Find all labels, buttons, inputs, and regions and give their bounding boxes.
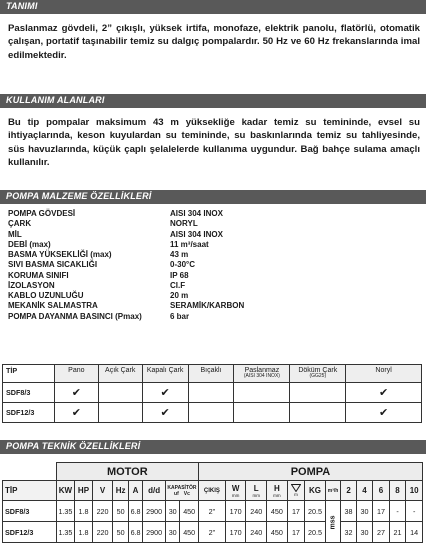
w-cell: 170 <box>225 501 246 522</box>
h-cell: 450 <box>267 522 288 543</box>
section-header-tanimi <box>0 0 426 14</box>
group-header-row <box>3 463 423 481</box>
mss-label: mss <box>329 515 337 530</box>
spec-row <box>8 260 268 270</box>
hp-cell: 1.8 <box>75 501 93 522</box>
noryl-cell <box>346 383 422 403</box>
section-header-malzeme <box>0 190 426 204</box>
pompa-group: POMPA <box>198 463 422 481</box>
tip-header: TİP <box>3 365 55 383</box>
kapali-cell <box>142 383 188 403</box>
spec-key: MEKANİK SALMASTRA <box>8 301 98 311</box>
unit-mm: mm <box>231 492 240 498</box>
flow-8-cell: 21 <box>389 522 406 543</box>
cikis-col: ÇIKIŞ <box>198 481 225 501</box>
kg-cell: 20.5 <box>305 501 326 522</box>
spec-value: 0-30°C <box>170 260 195 270</box>
feature-table <box>2 364 422 423</box>
spec-key: DEBİ (max) <box>8 239 51 249</box>
bicakli-cell <box>188 403 234 423</box>
paslanmaz-sub: (AISI 304 INOX) <box>243 373 280 379</box>
tip-col: TİP <box>3 481 57 501</box>
l-cell: 240 <box>246 522 267 543</box>
dokum-sub: (GG25) <box>309 373 327 379</box>
uf-label: uf <box>174 490 179 497</box>
row-tip: SDF12/3 <box>3 403 55 423</box>
hz-col: Hz <box>113 481 128 501</box>
acik-cell <box>98 383 142 403</box>
tanimi-text: Paslanmaz gövdeli, 2” çıkışlı, yüksek irtifa, monofaze, elektrik panolu, flatörlü, otomatik çalışan, portatif taşınabilir temiz su dalgıç pompalardır. 50 Hz ve 60 Hz frekanslarında imal edilmektedir. <box>8 23 420 61</box>
spec-key: MİL <box>8 229 22 239</box>
w-label: W <box>231 483 240 493</box>
flow-4-cell: 30 <box>356 501 373 522</box>
dokum-label: Döküm Çark <box>298 367 338 374</box>
blank-cell <box>3 463 57 481</box>
kg-cell: 20.5 <box>305 522 326 543</box>
kw-cell: 1.35 <box>56 501 75 522</box>
paslanmaz-label: Paslanmaz <box>244 367 280 374</box>
spec-row <box>8 312 268 322</box>
l-cell: 240 <box>246 501 267 522</box>
flow-10-col: 10 <box>406 481 423 501</box>
mss-cell <box>325 501 340 543</box>
spec-key: BASMA YÜKSEKLİĞİ (max) <box>8 250 112 259</box>
kw-col: KW <box>56 481 75 501</box>
spec-key: İZOLASYON <box>8 280 55 290</box>
spec-key: SIVI BASMA SICAKLIĞI <box>8 260 98 270</box>
spec-key: POMPA GÖVDESİ <box>8 209 76 218</box>
pano-cell <box>54 403 98 423</box>
unit-mm: mm <box>273 492 281 498</box>
dokum-cell <box>290 403 346 423</box>
bicakli-cell <box>188 383 234 403</box>
kapasitor-col <box>165 481 198 501</box>
flow-2-cell: 38 <box>341 501 356 522</box>
spec-value: IP 68 <box>170 270 189 280</box>
hp-cell: 1.8 <box>75 522 93 543</box>
triangle-cell: 17 <box>287 522 305 543</box>
unit-mm: mm <box>252 492 260 498</box>
paslanmaz-cell <box>234 383 290 403</box>
vc-cell: 450 <box>180 522 199 543</box>
spec-key: KORUMA SINIFI <box>8 270 69 280</box>
noryl-header: Noryl <box>346 365 422 383</box>
spec-value: 43 m <box>170 250 189 259</box>
section-header-teknik <box>0 440 426 454</box>
row-tip: SDF8/3 <box>3 501 57 522</box>
flow-8-cell: - <box>389 501 406 522</box>
section-title: POMPA TEKNİK ÖZELLİKLERİ <box>6 441 141 451</box>
kullanim-text: Bu tip pompalar maksimum 43 m yüksekliğe kadar temiz su temininde, evsel su ihtiyaçlarında, keson kuyulardan su temininde, su baskınlarında temiz su tahliyesinde, süs havuzlarında, küçük çaplı şelalelerde kullanıma uygundur. Bağ bahçe sulama amaçlı kullanılır. <box>8 117 420 169</box>
dd-cell: 2900 <box>143 501 166 522</box>
spec-row <box>8 250 268 260</box>
table-row <box>3 383 422 403</box>
spec-value: NORYL <box>170 219 198 229</box>
flow-6-col: 6 <box>373 481 390 501</box>
spec-value: CI.F <box>170 280 186 290</box>
section-title: KULLANIM ALANLARI <box>6 95 105 105</box>
spec-row <box>8 240 268 250</box>
pano-header: Pano <box>54 365 98 383</box>
spec-key: ÇARK <box>8 219 32 229</box>
check-icon: ✔ <box>71 386 81 399</box>
row-tip: SDF12/3 <box>3 522 57 543</box>
row-tip: SDF8/3 <box>3 383 55 403</box>
flow-6-cell: 17 <box>373 501 390 522</box>
dokum-cell <box>290 383 346 403</box>
h-cell: 450 <box>267 501 288 522</box>
table-row <box>3 501 423 522</box>
hp-col: HP <box>75 481 93 501</box>
section-title: TANIMI <box>6 1 38 11</box>
cikis-cell: 2” <box>198 501 225 522</box>
spec-value: SERAMİK/KARBON <box>170 301 245 311</box>
flow-4-cell: 30 <box>356 522 373 543</box>
kapali-cark-header: Kapalı Çark <box>142 365 188 383</box>
m3h-col: m³/h <box>325 481 340 501</box>
noryl-cell <box>346 403 422 423</box>
flow-4-col: 4 <box>356 481 373 501</box>
spec-row <box>8 219 268 229</box>
kapali-cell <box>142 403 188 423</box>
dd-cell: 2900 <box>143 522 166 543</box>
triangle-cell: 17 <box>287 501 305 522</box>
check-icon: ✔ <box>160 406 170 419</box>
section-title: POMPA MALZEME ÖZELLİKLERİ <box>6 191 152 201</box>
triangle-col <box>287 481 305 501</box>
check-icon: ✔ <box>71 406 81 419</box>
hz-cell: 50 <box>113 522 128 543</box>
bicakli-header: Bıçaklı <box>188 365 234 383</box>
check-icon: ✔ <box>378 406 389 419</box>
l-label: L <box>253 483 259 493</box>
flow-10-cell: 14 <box>406 522 423 543</box>
a-cell: 6.8 <box>128 522 142 543</box>
a-col: A <box>128 481 142 501</box>
table-row <box>3 522 423 543</box>
w-cell: 170 <box>225 522 246 543</box>
vc-cell: 450 <box>180 501 199 522</box>
dokum-header <box>290 365 346 383</box>
spec-row <box>8 209 268 219</box>
pano-cell <box>54 383 98 403</box>
spec-row <box>8 230 268 240</box>
flow-6-cell: 27 <box>373 522 390 543</box>
section-header-kullanim <box>0 94 426 108</box>
a-cell: 6.8 <box>128 501 142 522</box>
unit-m: m <box>294 492 298 497</box>
spec-row <box>8 281 268 291</box>
acik-cell <box>98 403 142 423</box>
flow-8-col: 8 <box>389 481 406 501</box>
h-label: H <box>273 483 280 493</box>
material-spec-list <box>8 209 268 322</box>
v-col: V <box>92 481 113 501</box>
kw-cell: 1.35 <box>56 522 75 543</box>
spec-key: KABLO UZUNLUĞU <box>8 291 84 300</box>
spec-value: AISI 304 INOX <box>170 209 223 218</box>
spec-row <box>8 271 268 281</box>
spec-value: 6 bar <box>170 311 190 321</box>
hz-cell: 50 <box>113 501 128 522</box>
v-cell: 220 <box>92 522 113 543</box>
paslanmaz-header <box>234 365 290 383</box>
flow-2-cell: 32 <box>341 522 356 543</box>
flow-2-col: 2 <box>341 481 356 501</box>
spec-row <box>8 291 268 301</box>
spec-value: AISI 304 INOX <box>170 229 223 239</box>
acik-cark-header: Açık Çark <box>98 365 142 383</box>
spec-key: POMPA DAYANMA BASINCI (Pmax) <box>8 311 142 321</box>
uf-cell: 30 <box>165 501 179 522</box>
v-cell: 220 <box>92 501 113 522</box>
kapasitor-label: KAPASİTÖR <box>167 484 197 491</box>
h-col <box>267 481 288 501</box>
l-col <box>246 481 267 501</box>
technical-table <box>2 462 423 543</box>
check-icon: ✔ <box>160 386 170 399</box>
paslanmaz-cell <box>234 403 290 423</box>
vc-label: Vc <box>183 490 190 497</box>
triangle-down-icon <box>291 484 301 492</box>
column-header-row <box>3 481 423 501</box>
w-col <box>225 481 246 501</box>
check-icon: ✔ <box>378 386 389 399</box>
spec-row <box>8 301 268 311</box>
dd-col: d/d <box>143 481 166 501</box>
motor-group: MOTOR <box>56 463 198 481</box>
spec-value: 20 m <box>170 291 189 300</box>
spec-value: 11 m³/saat <box>170 239 209 249</box>
cikis-cell: 2” <box>198 522 225 543</box>
flow-10-cell: - <box>406 501 423 522</box>
uf-cell: 30 <box>165 522 179 543</box>
feature-table-header <box>3 365 422 383</box>
kg-col: KG <box>305 481 326 501</box>
table-row <box>3 403 422 423</box>
